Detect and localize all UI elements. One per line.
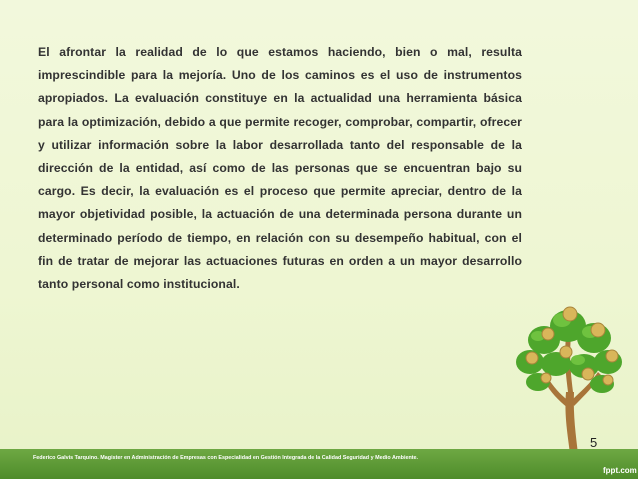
body-paragraph: El afrontar la realidad de lo que estamos haciendo, bien o mal, resulta imprescindible para la mejoría. Uno de los caminos es el uso de instrumentos apropiados. La evaluación constituye en la actualidad una herramienta básica para la optimización, debido a que permite recoger, comprobar, compartir, ofrecer y utilizar información sobre la labor desarrollada tanto del responsable de la dirección de la entidad, así como de las personas que se encuentran bajo su cargo. Es decir, la evaluación es el proceso que permite apreciar, dentro de la mayor objetividad posible, la actuación de una determinada persona durante un determinado período de tiempo, en relación con su desempeño habitual, con el fin de tratar de mejorar las actuaciones futuras en orden a un mayor desarrollo tanto personal como institucional. xyxy=(38,45,522,292)
footer-author: Federico Galvis Tarquino. Magister en Administración de Empresas con Especialidad en Gestión Integrada de la Calidad Seguridad y Medio Ambiente. xyxy=(33,455,419,461)
money-tree-icon xyxy=(508,296,626,454)
page-number: 5 xyxy=(590,435,598,450)
brand-watermark: fppt.com xyxy=(603,466,637,475)
footer-bar xyxy=(0,449,638,479)
